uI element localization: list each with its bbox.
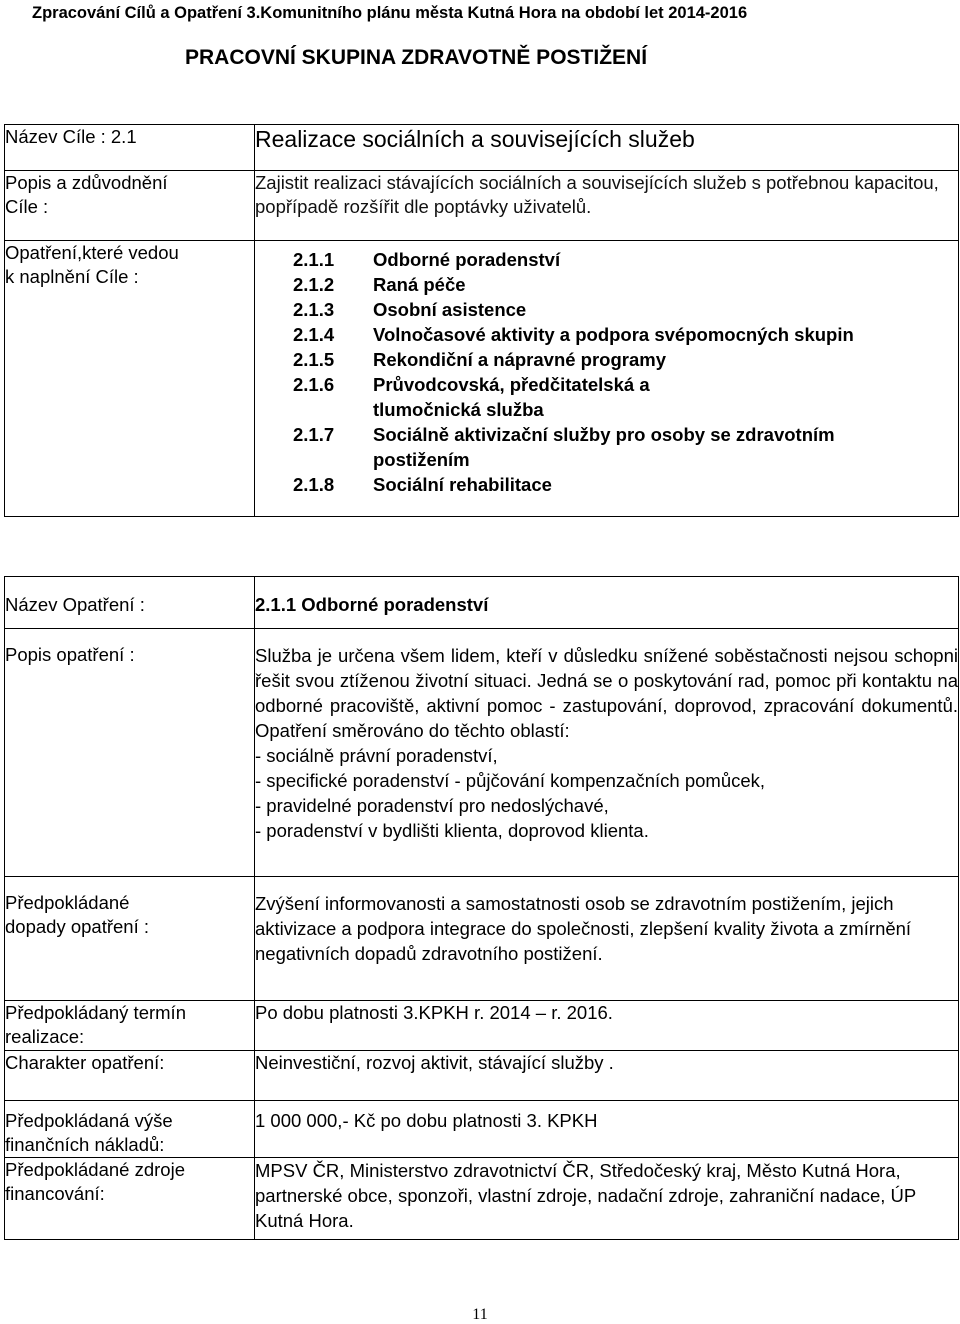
goal-description-label <box>5 171 255 241</box>
measure-item: 2.1.2 Raná péče <box>293 274 466 295</box>
goal-measures-row <box>5 241 959 517</box>
measure-impact-label-line-1: Předpokládané <box>5 892 130 913</box>
measure-item: 2.1.4 Volnočasové aktivity a podpora svépomocných skupin <box>293 324 854 345</box>
measure-impact-label-line-2: dopady opatření : <box>5 916 149 937</box>
measure-description-text: Služba je určena všem lidem, kteří v důsledku snížené soběstačnosti nejsou schopni řešit svou ztíženou životní situaci. Jedná se o poskytování rad, pomoc při kontaktu na odborné pracoviště, aktivní pomoc - zastupování, doprovod, zpracování dokumentů. Opatření směrováno do těchto oblastí: <box>255 645 958 741</box>
measure-area-item: - poradenství v bydlišti klienta, doprovod klienta. <box>255 820 649 841</box>
working-group-title: PRACOVNÍ SKUPINA ZDRAVOTNĚ POSTIŽENÍ <box>185 46 648 69</box>
page-number: 11 <box>472 1306 488 1323</box>
goal-measures-label-line-2: k naplnění Cíle : <box>5 266 139 287</box>
goal-description-label-line-1: Popis a zdůvodnění <box>5 172 168 193</box>
measure-item: 2.1.3 Osobní asistence <box>293 299 527 320</box>
measure-table <box>4 576 959 1240</box>
measure-term-label-line-1: Předpokládaný termín <box>5 1002 186 1023</box>
measure-cost-row <box>5 1101 959 1158</box>
goal-name-label: Název Cíle : 2.1 <box>5 125 255 171</box>
measure-term-value: Po dobu platnosti 3.KPKH r. 2014 – r. 2016. <box>255 1001 959 1051</box>
measure-cost-label-line-2: finančních nákladů: <box>5 1134 165 1155</box>
measure-impact-value: Zvýšení informovanosti a samostatnosti osob se zdravotním postižením, jejich aktivizace a podpora integrace do společnosti, zlepšení kvality života a zmírnění negativních dopadů zdravotního postižení. <box>255 877 959 1001</box>
goal-description-value: Zajistit realizaci stávajících sociálních a souvisejících služeb s potřebnou kapacitou, popřípadě rozšířit dle poptávky uživatelů. <box>255 171 959 241</box>
measure-area-item: - specifické poradenství - půjčování kompenzačních pomůcek, <box>255 770 766 791</box>
measure-term-label <box>5 1001 255 1051</box>
measure-funding-label-line-1: Předpokládané zdroje <box>5 1159 185 1180</box>
measure-funding-value: MPSV ČR, Ministerstvo zdravotnictví ČR, Středočeský kraj, Město Kutná Hora, partnerské obce, sponzoři, vlastní zdroje, nadační zdroje, zahraniční nadace, ÚP Kutná Hora. <box>255 1158 959 1240</box>
goal-table <box>4 124 959 517</box>
measure-character-row <box>5 1051 959 1101</box>
goal-measures-cell <box>255 241 959 517</box>
measure-item: 2.1.6 Průvodcovská, předčitatelská a tlumočnická služba <box>293 374 650 420</box>
measure-term-label-line-2: realizace: <box>5 1026 85 1047</box>
goal-name-value: Realizace sociálních a souvisejících služeb <box>255 125 959 171</box>
goal-description-row <box>5 171 959 241</box>
measure-impact-row <box>5 877 959 1001</box>
measure-area-item: - sociálně právní poradenství, <box>255 745 498 766</box>
measure-description-cell <box>255 629 959 877</box>
measure-cost-label <box>5 1101 255 1158</box>
measure-impact-label <box>5 877 255 1001</box>
measure-description-row <box>5 629 959 877</box>
measure-item: 2.1.5 Rekondiční a nápravné programy <box>293 349 667 370</box>
measure-funding-label <box>5 1158 255 1240</box>
document-header: Zpracování Cílů a Opatření 3.Komunitního plánu města Kutná Hora na období let 2014-2016 <box>32 4 748 22</box>
measure-name-label: Název Opatření : <box>5 577 255 629</box>
goal-name-row <box>5 125 959 171</box>
measure-funding-label-line-2: financování: <box>5 1183 105 1204</box>
goal-measures-label-line-1: Opatření,které vedou <box>5 242 179 263</box>
measure-description-label: Popis opatření : <box>5 629 255 877</box>
measure-name-value: 2.1.1 Odborné poradenství <box>255 577 959 629</box>
measure-cost-value: 1 000 000,- Kč po dobu platnosti 3. KPKH <box>255 1101 959 1158</box>
goal-measures-label <box>5 241 255 517</box>
measure-character-label: Charakter opatření: <box>5 1051 255 1101</box>
measure-funding-row <box>5 1158 959 1240</box>
measure-term-row <box>5 1001 959 1051</box>
measure-cost-label-line-1: Předpokládaná výše <box>5 1110 173 1131</box>
measure-area-item: - pravidelné poradenství pro nedoslýchavé, <box>255 795 609 816</box>
measure-item: 2.1.8 Sociální rehabilitace <box>293 474 552 495</box>
measures-list <box>291 247 958 497</box>
measure-item: 2.1.7 Sociálně aktivizační služby pro osoby se zdravotním postižením <box>293 424 835 470</box>
goal-description-label-line-2: Cíle : <box>5 196 49 217</box>
measure-name-row <box>5 577 959 629</box>
measure-item: 2.1.1 Odborné poradenství <box>293 249 561 270</box>
measure-character-value: Neinvestiční, rozvoj aktivit, stávající služby . <box>255 1051 959 1101</box>
